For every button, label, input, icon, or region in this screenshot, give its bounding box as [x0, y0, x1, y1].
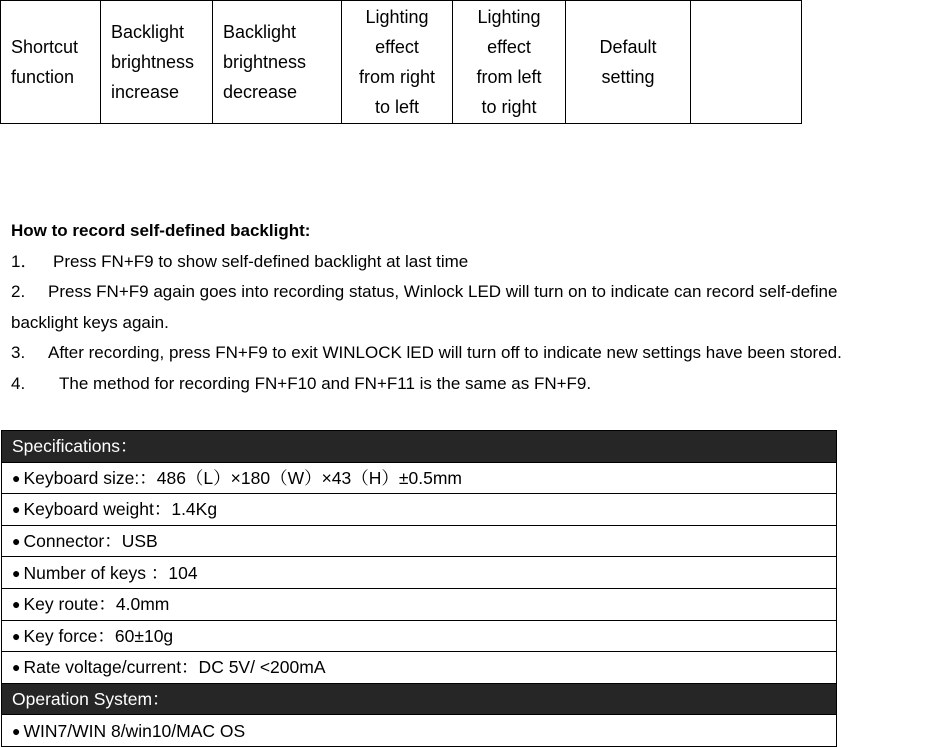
spec-number-of-keys: Number of keys ：104: [23, 562, 198, 583]
os-row: [2, 715, 837, 747]
instruction-step-3: 3. After recording, press FN+F9 to exit WINLOCK lED will turn off to indicate new settings have been stored.: [11, 343, 842, 363]
bullet-icon: ●: [12, 722, 21, 739]
spec-row: [2, 525, 837, 557]
spec-keyboard-size: Keyboard size:：486（L）×180（W）×43（H）±0.5mm: [23, 467, 463, 488]
spec-row: [2, 494, 837, 526]
instruction-step-1: 1． Press FN+F9 to show self-defined backlight at last time: [11, 251, 469, 271]
spec-row: [2, 557, 837, 589]
bullet-icon: ●: [12, 469, 21, 486]
spec-keyboard-weight: Keyboard weight：1.4Kg: [23, 499, 218, 520]
spec-row: [2, 620, 837, 652]
spec-rate-voltage: Rate voltage/current：DC 5V/ <200mA: [23, 657, 326, 678]
spec-connector: Connector：USB: [23, 531, 158, 552]
bullet-icon: ●: [12, 564, 21, 581]
shortcut-table: [0, 0, 802, 124]
specifications-header-row: [2, 431, 837, 463]
operation-system-header: Operation System：: [2, 683, 837, 715]
spec-row: [2, 652, 837, 684]
lighting-effect-right-to-left-cell: Lighting effect from right to left: [342, 1, 453, 124]
specifications-table: [1, 430, 837, 747]
shortcut-function-header: Shortcut function: [1, 1, 101, 124]
record-instructions: [11, 216, 928, 400]
bullet-icon: ●: [12, 533, 21, 550]
bullet-icon: ●: [12, 596, 21, 613]
spec-row: [2, 588, 837, 620]
instruction-step-4: 4. The method for recording FN+F10 and FN+F11 is the same as FN+F9.: [11, 373, 592, 393]
instruction-step-2: 2. Press FN+F9 again goes into recording status, Winlock LED will turn on to indicate can record self-define: [11, 282, 838, 302]
backlight-brightness-increase-cell: Backlight brightness increase: [101, 1, 213, 124]
bullet-icon: ●: [12, 627, 21, 644]
spec-row: [2, 462, 837, 494]
instruction-step-2-continued: backlight keys again.: [11, 312, 169, 332]
backlight-brightness-decrease-cell: Backlight brightness decrease: [213, 1, 342, 124]
operation-system-header-row: [2, 683, 837, 715]
bullet-icon: ●: [12, 501, 21, 518]
spec-key-route: Key route：4.0mm: [23, 594, 170, 615]
os-list: WIN7/WIN 8/win10/MAC OS: [23, 720, 246, 741]
default-setting-cell: Default setting: [566, 1, 691, 124]
shortcut-row: [1, 1, 802, 124]
specifications-header: Specifications：: [2, 431, 837, 463]
lighting-effect-left-to-right-cell: Lighting effect from left to right: [453, 1, 566, 124]
instructions-heading: How to record self-defined backlight:: [11, 221, 311, 240]
bullet-icon: ●: [12, 659, 21, 676]
empty-cell: [691, 1, 802, 124]
spec-key-force: Key force：60±10g: [23, 625, 174, 646]
